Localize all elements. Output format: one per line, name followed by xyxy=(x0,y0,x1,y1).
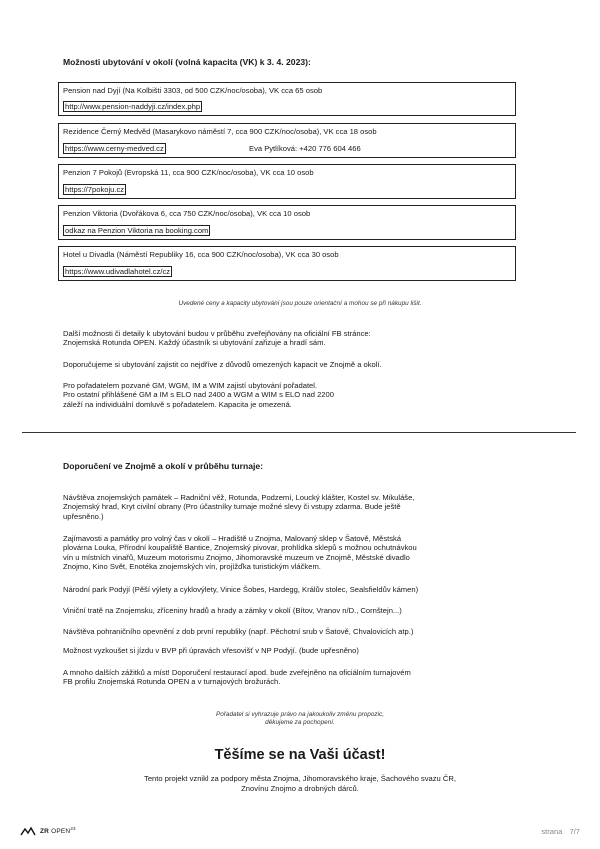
text-line: záleží na individuální domluvě s pořadatelem. Kapacita je omezená. xyxy=(63,399,292,409)
accommodation-item xyxy=(58,123,516,158)
accommodation-item xyxy=(58,164,516,199)
logo-text-open: OPEN xyxy=(51,828,71,836)
recommendation-item xyxy=(63,534,523,572)
recommendation-item xyxy=(63,493,523,521)
recommendations-heading: Doporučení ve Znojmě a okolí v průběhu turnaje: xyxy=(63,461,264,471)
logo-text-bold: ZR xyxy=(40,828,50,836)
text-line: vín u místních vinařů, Muzeum motorismu Znojmo, Jihomoravské muzeum ve Znojmě, Městské divadlo xyxy=(63,552,410,562)
section-divider xyxy=(22,432,576,433)
text-line: Znojemská Rotunda OPEN. Každý účastník si ubytování zařizuje a hradí sám. xyxy=(63,338,326,348)
closing-headline: Těšíme se na Vaši účast! xyxy=(214,747,386,763)
accommodation-item-link[interactable]: https://7pokoju.cz xyxy=(65,185,125,194)
text-line: Tento projekt vznikl za podpory města Znojma, Jihomoravského kraje, Šachového svazu ČR, xyxy=(144,774,456,783)
recommendation-item: Návštěva pohraničního opevnění z dob první republiky (např. Pěchotní srub v Šatově, Chvalovicích atp.) xyxy=(63,627,414,636)
text-line: Znovínu Znojmo a drobných dárců. xyxy=(241,783,359,793)
recommendation-item: Národní park Podyjí (Pěší výlety a cyklovýlety, Vinice Šobes, Hardegg, Králův stolec, Sealsfieldův kámen) xyxy=(63,585,419,594)
text-line: děkujeme za pochopení. xyxy=(265,719,335,726)
accommodation-heading: Možnosti ubytování v okolí (volná kapacita (VK) k 3. 4. 2023): xyxy=(63,57,311,67)
accommodation-item-contact: Eva Pytlíková: +420 776 604 466 xyxy=(249,144,361,153)
accommodation-item-link[interactable]: https://www.cerny-medved.cz xyxy=(65,144,164,153)
text-line: Pořadatel si vyhrazuje právo na jakoukoliv změnu propozic, xyxy=(215,711,385,718)
text-line: Zajímavosti a památky pro volný čas v okolí – Hradiště u Znojma, Malovaný sklep v Šatově, Městská xyxy=(63,534,402,543)
text-line: Návštěva znojemských památek – Radniční věž, Rotunda, Podzemí, Loucký klášter, Kostel sv. Mikuláše, xyxy=(63,493,415,502)
page-indicator xyxy=(541,827,580,836)
text-line: upřesněno.) xyxy=(63,511,104,521)
text-line: plovárna Louka, Přírodní koupaliště Bantice, Znojemský pivovar, prohlídka sklepů s možnou ochutnávkou xyxy=(63,543,417,553)
recommend-booking-paragraph: Doporučujeme si ubytování zajistit co nejdříve z důvodů omezených kapacit ve Znojmě a okolí. xyxy=(63,360,382,369)
more-info-paragraph xyxy=(63,329,523,348)
accommodation-item xyxy=(58,205,516,240)
accommodation-item-text: Pension nad Dyjí (Na Kolbišti 3303, od 500 CZK/noc/osoba), VK cca 65 osob xyxy=(63,86,323,95)
logo-text xyxy=(40,826,76,835)
price-disclaimer: Uvedené ceny a kapacity ubytování jsou pouze orientační a mohou se při nákupu lišit. xyxy=(178,300,422,307)
recommendation-item xyxy=(63,668,523,687)
recommendation-item: Viniční tratě na Znojemsku, zříceniny hradů a hrady a zámky v okolí (Bítov, Vranov n/D., Cornštejn...) xyxy=(63,606,402,615)
logo-mark-icon xyxy=(20,826,36,836)
text-line: Znojmo, Kino Svět, Enotéka znojemských vín, projížďka turistickým vláčkem. xyxy=(63,562,321,572)
page-label: strana xyxy=(541,827,563,836)
logo-year: 23 xyxy=(70,826,76,832)
sponsors-thanks xyxy=(0,774,600,793)
text-line: Znojemský hrad, Kryt civilní obrany (Pro účastníky turnaje možné slevy či vstupy zdarma. Bude ještě xyxy=(63,502,401,512)
text-line: A mnoho dalších zážitků a míst! Doporučení restaurací apod. bude zveřejněno na oficiálním turnajovém xyxy=(63,668,411,677)
zr-open-logo xyxy=(20,826,76,836)
text-line: FB profilu Znojemská Rotunda OPEN a v turnajových brožurách. xyxy=(63,677,281,687)
page-number: 7/7 xyxy=(569,827,580,836)
accommodation-item-link[interactable]: https://www.udivadlahotel.cz/cz xyxy=(65,267,171,276)
text-line: Další možnosti či detaily k ubytování budou v průběhu zveřejňovány na oficiální FB stránce: xyxy=(63,329,371,338)
accommodation-item-text: Rezidence Černý Medvěd (Masarykovo náměstí 7, cca 900 CZK/noc/osoba), VK cca 18 osob xyxy=(63,127,377,136)
organizer-disclaimer xyxy=(0,711,600,727)
text-line: Pro ostatní přihlášené GM a IM s ELO nad 2400 a WGM a WIM s ELO nad 2200 xyxy=(63,390,334,400)
accommodation-item-link[interactable]: http://www.pension-naddyji.cz/index.php xyxy=(65,102,201,111)
accommodation-item xyxy=(58,82,516,116)
accommodation-item-text: Penzion Viktoria (Dvořákova 6, cca 750 CZK/noc/osoba), VK cca 10 osob xyxy=(63,209,311,218)
accommodation-item-link[interactable]: odkaz na Penzion Viktoria na booking.com xyxy=(65,226,209,235)
text-line: Pro pořadatelem pozvané GM, WGM, IM a WIM zajistí ubytování pořadatel. xyxy=(63,381,318,390)
invited-players-paragraph xyxy=(63,381,523,409)
accommodation-item-text: Penzion 7 Pokojů (Evropská 11, cca 900 CZK/noc/osoba), VK cca 10 osob xyxy=(63,168,314,177)
accommodation-item-text: Hotel u Divadla (Náměstí Republiky 16, cca 900 CZK/noc/osoba), VK cca 30 osob xyxy=(63,250,339,259)
accommodation-item xyxy=(58,246,516,281)
recommendation-item: Možnost vyzkoušet si jízdu v BVP při úpravách vřesovišť v NP Podyjí. (bude upřesněno) xyxy=(63,646,359,655)
